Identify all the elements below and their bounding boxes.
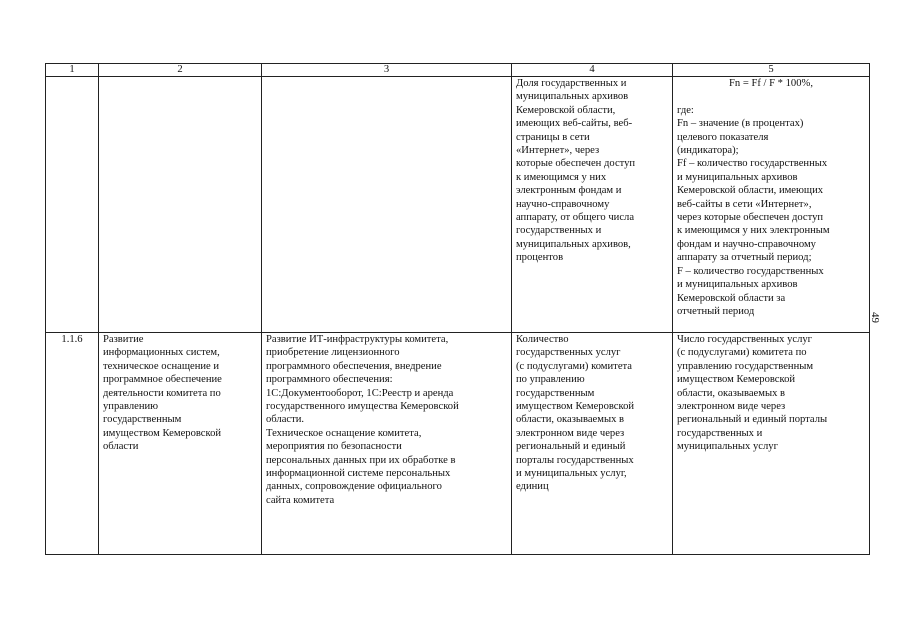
text-line: «Интернет», через (516, 145, 600, 157)
text-line: программное обеспечение (103, 374, 222, 386)
text-line: отчетный период (677, 305, 755, 317)
text-line: к имеющимся у них (516, 171, 607, 183)
text-line: порталы государственных (516, 454, 634, 466)
text-line: Ff – количество государственных (677, 158, 828, 170)
text-line: и муниципальных архивов (677, 279, 798, 291)
text-line: программного обеспечения: (266, 374, 393, 386)
text-line: веб-сайты в сети «Интернет», (677, 198, 812, 210)
text-line: муниципальных услуг (677, 441, 778, 453)
text-line: данных, сопровождение официального (266, 481, 442, 493)
text-line: аппарату, от общего числа (516, 212, 635, 224)
text-line: (индикатора); (677, 145, 739, 157)
text-line: процентов (516, 252, 564, 264)
text-line: мероприятия по безопасности (266, 441, 402, 453)
activity-cell (262, 333, 512, 555)
text-line: страницы в сети (516, 131, 590, 143)
text-line: имуществом Кемеровской (103, 427, 222, 439)
text-line: техническое оснащение и (103, 360, 220, 372)
text-line: Развитие ИТ-инфраструктуры комитета, (266, 334, 449, 345)
table-cell (46, 77, 99, 333)
column-header: 2 (99, 64, 262, 77)
table-row (46, 77, 870, 333)
text-line: муниципальных архивов, (516, 238, 631, 250)
indicator-cell (512, 77, 673, 333)
text-line: области. (266, 414, 305, 426)
text-line: где: (677, 104, 694, 116)
text-line: 1С:Документооборот, 1С:Реестр и аренда (266, 387, 454, 399)
table-cell (99, 77, 262, 333)
text-line: электронном виде через (516, 427, 625, 439)
text-line: единиц (516, 481, 549, 493)
text-line: Количество (516, 334, 569, 345)
text-line: Кемеровской области, (516, 104, 616, 116)
text-line: научно-справочному (516, 198, 610, 210)
column-number-row (46, 64, 870, 77)
text-line: к имеющимся у них электронным (677, 225, 830, 237)
indicator-cell (512, 333, 673, 555)
text-line: приобретение лицензионного (266, 347, 400, 359)
text-line: аппарату за отчетный период; (677, 252, 812, 264)
text-line: муниципальных архивов (516, 91, 629, 103)
text-line: государственных и (677, 427, 763, 439)
column-header: 5 (673, 64, 870, 77)
text-line: области, оказываемых в (516, 414, 625, 426)
text-line: имуществом Кемеровской (516, 401, 635, 413)
calculation-cell (673, 333, 870, 555)
text-line: целевого показателя (677, 131, 769, 143)
text-line: электронном виде через (677, 401, 786, 413)
text-line: Техническое оснащение комитета, (266, 427, 422, 439)
text-line: региональный и единый порталы (677, 414, 828, 426)
text-line: области (103, 441, 139, 453)
text-line: сайта комитета (266, 494, 335, 506)
text-line: программного обеспечения, внедрение (266, 360, 442, 372)
text-line: Развитие (103, 334, 144, 345)
text-line: (с подуслугами) комитета по (677, 347, 807, 359)
text-line: Fn – значение (в процентах) (677, 118, 804, 130)
text-line: имуществом Кемеровской (677, 374, 796, 386)
text-line: через которые обеспечен доступ (677, 212, 824, 224)
text-line: Доля государственных и (516, 78, 627, 89)
text-line: информационных систем, (103, 347, 220, 359)
text-line: государственным (516, 387, 595, 399)
measure-name-cell (99, 333, 262, 555)
formula: Fn = Ff / F * 100%, (729, 78, 813, 89)
text-line: государственных услуг (516, 347, 621, 359)
text-line: F – количество государственных (677, 265, 824, 277)
text-line: области, оказываемых в (677, 387, 786, 399)
column-header: 3 (262, 64, 512, 77)
text-line: и муниципальных услуг, (516, 468, 627, 480)
text-line: Кемеровской области за (677, 292, 786, 304)
row-number: 1.1.6 (46, 333, 99, 555)
text-line: деятельности комитета по (103, 387, 221, 399)
formula-cell (673, 77, 870, 333)
text-line: региональный и единый (516, 441, 626, 453)
table-row (46, 333, 870, 555)
text-line: фондам и научно-справочному (677, 238, 816, 250)
text-line: которые обеспечен доступ (516, 158, 636, 170)
text-line: Число государственных услуг (677, 334, 813, 345)
formula-description (677, 104, 865, 319)
text-line: электронным фондам и (516, 185, 622, 197)
text-line: информационной системе персональных (266, 468, 451, 480)
text-line: и муниципальных архивов (677, 171, 798, 183)
text-line: государственных и (516, 225, 602, 237)
text-line: Кемеровской области, имеющих (677, 185, 824, 197)
table-cell (262, 77, 512, 333)
text-line: персональных данных при их обработке в (266, 454, 456, 466)
text-line: государственным (103, 414, 182, 426)
text-line: государственного имущества Кемеровской (266, 401, 459, 413)
text-line: (с подуслугами) комитета (516, 360, 632, 372)
document-table (45, 63, 870, 555)
column-header: 4 (512, 64, 673, 77)
text-line: имеющих веб-сайты, веб- (516, 118, 633, 130)
text-line: управлению (103, 401, 159, 413)
text-line: управлению государственным (677, 360, 814, 372)
page-number: 49 (869, 312, 881, 323)
column-header: 1 (46, 64, 99, 77)
text-line: по управлению (516, 374, 585, 386)
